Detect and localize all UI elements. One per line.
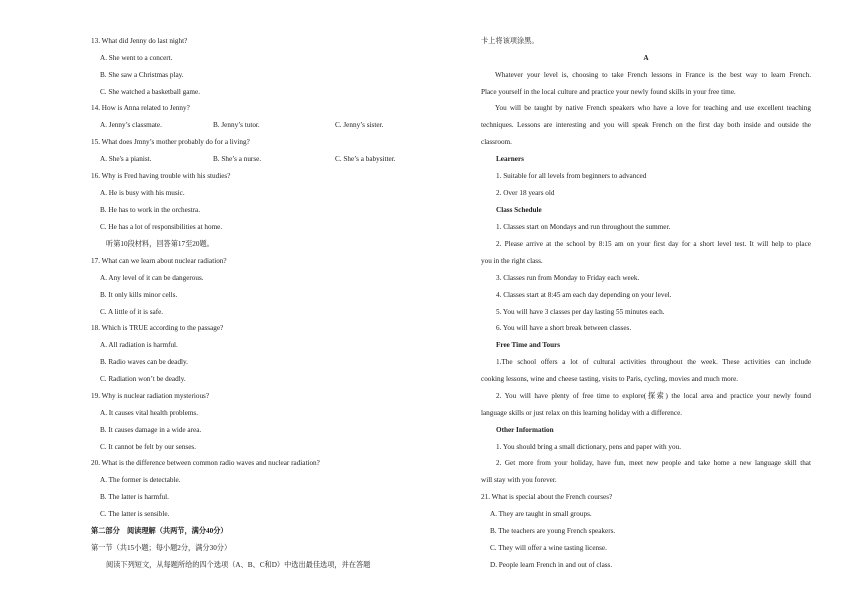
list-item: 1.The school offers a lot of cultural activities throughout the week. These activities can include bbox=[496, 358, 811, 366]
heading-learners: Learners bbox=[496, 155, 524, 163]
list-item: 1. Classes start on Mondays and run throughout the summer. bbox=[496, 223, 671, 231]
option-13c: C. She watched a basketball game. bbox=[100, 88, 200, 96]
list-item: 2. You will have plenty of free time to explore(探索) the local area and practice your newly found bbox=[496, 392, 811, 400]
paragraph-line: You will be taught by native French speakers who have a love for teaching and use excellent teaching bbox=[495, 104, 811, 112]
option-16b: B. He has to work in the orchestra. bbox=[100, 206, 201, 214]
list-item: 4. Classes start at 8:45 am each day depending on your level. bbox=[496, 291, 672, 299]
list-item: 5. You will have 3 classes per day lasting 55 minutes each. bbox=[496, 308, 665, 316]
list-item-continued: you in the right class. bbox=[481, 257, 543, 265]
option-17b: B. It only kills minor cells. bbox=[100, 291, 178, 299]
option-18a: A. All radiation is harmful. bbox=[100, 341, 178, 349]
list-item: 3. Classes run from Monday to Friday each week. bbox=[496, 274, 640, 282]
section-heading: 第二部分 阅读理解（共两节，满分40分） bbox=[91, 527, 228, 535]
list-item: 1. Suitable for all levels from beginners to advanced bbox=[496, 172, 647, 180]
passage-title: A bbox=[643, 54, 649, 62]
option-18c: C. Radiation won’t be deadly. bbox=[100, 375, 186, 383]
option-17a: A. Any level of it can be dangerous. bbox=[100, 274, 204, 282]
list-item-continued: will stay with you forever. bbox=[481, 476, 557, 484]
question-15: 15. What does Jmny’s mother probably do for a living? bbox=[91, 138, 250, 146]
list-item: 1. You should bring a small dictionary, pens and paper with you. bbox=[496, 443, 681, 451]
heading-class-schedule: Class Schedule bbox=[496, 206, 542, 214]
option-14c: C. Jenny’s sister. bbox=[335, 121, 384, 129]
question-14: 14. How is Anna related to Jenny? bbox=[91, 104, 190, 112]
option-15c: C. She’s a babysitter. bbox=[335, 155, 396, 163]
list-item: 2. Please arrive at the school by 8:15 am on your first day for a short level test. It will help to place bbox=[496, 240, 811, 248]
question-17: 17. What can we learn about nuclear radiation? bbox=[91, 257, 227, 265]
list-item: 2. Over 18 years old bbox=[496, 189, 555, 197]
option-13a: A. She went to a concert. bbox=[100, 54, 173, 62]
question-18: 18. Which is TRUE according to the passage? bbox=[91, 324, 224, 332]
heading-other-information: Other Information bbox=[496, 426, 554, 434]
option-14a: A. Jenny’s classmate. bbox=[100, 121, 162, 129]
subsection-heading: 第一节（共15小题；每小题2分，满分30分） bbox=[91, 544, 232, 552]
option-20c: C. The latter is sensible. bbox=[100, 510, 170, 518]
option-15b: B. She’s a nurse. bbox=[213, 155, 262, 163]
paragraph-line: Place yourself in the local culture and practice your newly found skills in your free time. bbox=[481, 88, 736, 96]
option-21b: B. The teachers are young French speakers. bbox=[490, 527, 616, 535]
list-item-continued: cooking lessons, wine and cheese tasting, visits to Paris, cycling, movies and much more. bbox=[481, 375, 739, 383]
option-16c: C. He has a lot of responsibilities at home. bbox=[100, 223, 223, 231]
option-20b: B. The latter is harmful. bbox=[100, 493, 169, 501]
question-21: 21. What is special about the French courses? bbox=[481, 493, 613, 501]
list-item: 2. Get more from your holiday, have fun, meet new people and take home a new language skill that bbox=[496, 459, 811, 467]
listening-instruction: 听第10段材料，回答第17至20题。 bbox=[106, 240, 214, 248]
option-19c: C. It cannot be felt by our senses. bbox=[100, 443, 197, 451]
option-14b: B. Jenny’s tutor. bbox=[213, 121, 260, 129]
option-21c: C. They will offer a wine tasting license. bbox=[490, 544, 607, 552]
question-16: 16. Why is Fred having trouble with his studies? bbox=[91, 172, 231, 180]
option-13b: B. She saw a Christmas play. bbox=[100, 71, 184, 79]
option-16a: A. He is busy with his music. bbox=[100, 189, 185, 197]
question-20: 20. What is the difference between common radio waves and nuclear radiation? bbox=[91, 459, 320, 467]
question-19: 19. Why is nuclear radiation mysterious? bbox=[91, 392, 210, 400]
option-20a: A. The former is detectable. bbox=[100, 476, 181, 484]
option-15a: A. She's a pianist. bbox=[100, 155, 152, 163]
option-21a: A. They are taught in small groups. bbox=[490, 510, 592, 518]
option-19a: A. It causes vital health problems. bbox=[100, 409, 199, 417]
option-17c: C. A little of it is safe. bbox=[100, 308, 164, 316]
option-18b: B. Radio waves can be deadly. bbox=[100, 358, 188, 366]
paragraph-line: techniques. Lessons are interesting and you will speak French on the first day both inside and outside the bbox=[481, 121, 811, 129]
option-19b: B. It causes damage in a wide area. bbox=[100, 426, 202, 434]
list-item-continued: language skills or just relax on this learning holiday with a difference. bbox=[481, 409, 683, 417]
list-item: 6. You will have a short break between classes. bbox=[496, 324, 632, 332]
reading-instruction-continued: 卡上将该项涂黑。 bbox=[481, 37, 539, 45]
paragraph-line: Whatever your level is, choosing to take French lessons in France is the best way to learn French. bbox=[495, 71, 811, 79]
paragraph-line: classroom. bbox=[481, 138, 512, 146]
reading-instruction: 阅读下列短文，从每题所给的四个选项（A、B、C和D）中选出最佳选项，并在答题 bbox=[106, 561, 371, 569]
question-13: 13. What did Jenny do last night? bbox=[91, 37, 188, 45]
option-21d: D. People learn French in and out of class. bbox=[490, 561, 613, 569]
heading-free-time: Free Time and Tours bbox=[496, 341, 561, 349]
